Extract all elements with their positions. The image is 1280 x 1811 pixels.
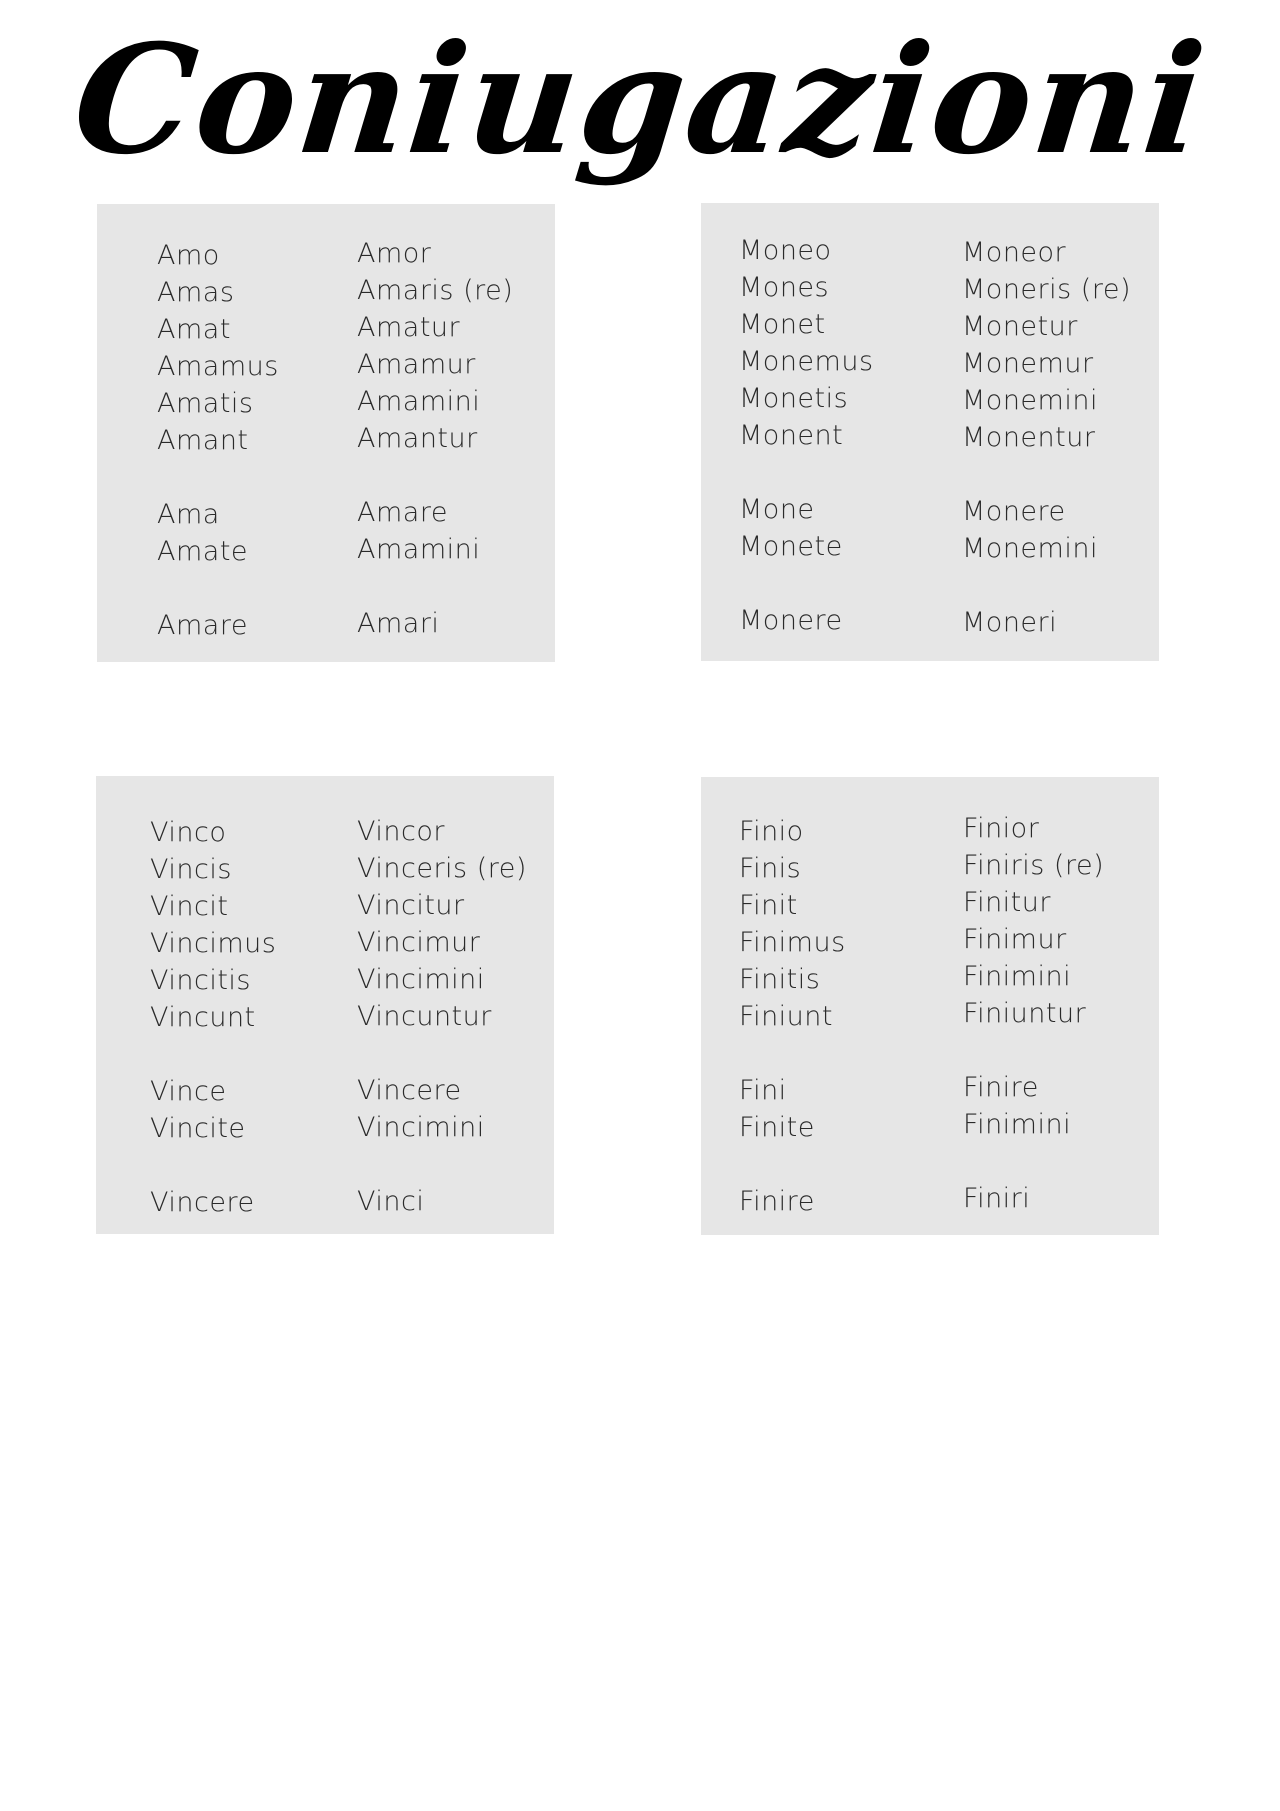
page-title: Coniugazioni: [66, 12, 1214, 188]
verb-form: Vincimus: [150, 928, 277, 959]
verb-form: Ama: [157, 499, 220, 530]
verb-form: Amamini: [357, 386, 481, 417]
verb-form: Moneo: [739, 235, 832, 266]
verb-form: Vincuntur: [357, 1001, 492, 1032]
verb-form: Monemus: [739, 346, 874, 377]
verb-form: Moneri: [962, 607, 1058, 638]
verb-form: Amatis: [157, 388, 254, 419]
verb-form: Finire: [739, 1186, 815, 1217]
verb-form: Vincere: [150, 1187, 255, 1218]
verb-form: Amare: [357, 497, 448, 528]
verb-form: Vincere: [357, 1075, 462, 1106]
conjugation-box-vinco: [96, 776, 554, 1234]
verb-form: Vincimur: [357, 927, 481, 958]
verb-form: Amare: [157, 610, 248, 641]
verb-form: Finit: [739, 890, 798, 921]
conjugation-box-finio: [701, 777, 1159, 1235]
verb-form: Amate: [157, 536, 249, 567]
verb-form: Finitur: [963, 887, 1051, 918]
verb-form: Finimini: [963, 961, 1072, 992]
verb-form: Finitis: [739, 964, 821, 995]
verb-form: Finiri: [963, 1183, 1031, 1214]
verb-form: Amari: [357, 608, 440, 639]
verb-form: Finite: [739, 1112, 815, 1143]
verb-form: Mones: [739, 272, 830, 303]
verb-form: Monetur: [962, 311, 1078, 342]
verb-form: Vincimini: [357, 1112, 485, 1143]
verb-form: Amo: [157, 240, 220, 271]
verb-form: Finior: [963, 813, 1040, 844]
verb-form: Monet: [739, 309, 826, 340]
verb-form: Fini: [739, 1075, 787, 1106]
verb-form: Finimini: [963, 1109, 1072, 1140]
verb-form: Vinceris (re): [357, 853, 527, 884]
verb-form: Monetis: [739, 383, 849, 414]
verb-form: Finimur: [963, 924, 1067, 955]
verb-form: Amant: [157, 425, 249, 456]
verb-form: Vincitis: [150, 965, 251, 996]
verb-form: Amamur: [357, 349, 476, 380]
verb-form: Monemini: [962, 533, 1098, 564]
verb-form: Finiunt: [739, 1001, 833, 1032]
verb-form: Monent: [739, 420, 844, 451]
verb-form: Monemur: [962, 348, 1094, 379]
verb-form: Moneor: [962, 237, 1067, 268]
verb-form: Amas: [157, 277, 235, 308]
verb-form: Finimus: [739, 927, 846, 958]
verb-form: Finiris (re): [963, 850, 1105, 881]
verb-form: Amor: [357, 238, 432, 269]
verb-form: Finire: [963, 1072, 1039, 1103]
verb-form: Vincimini: [357, 964, 485, 995]
verb-form: Monentur: [962, 422, 1096, 453]
verb-form: Monete: [739, 531, 843, 562]
verb-form: Monemini: [962, 385, 1098, 416]
verb-form: Amaris (re): [357, 275, 514, 306]
verb-form: Finio: [739, 816, 804, 847]
verb-form: Vincor: [357, 816, 445, 847]
verb-form: Vincit: [150, 891, 229, 922]
verb-form: Amamus: [157, 351, 279, 382]
verb-form: Finis: [739, 853, 802, 884]
verb-form: Amamini: [357, 534, 481, 565]
conjugation-box-moneo: [701, 203, 1159, 661]
verb-form: Monere: [962, 496, 1066, 527]
verb-form: Vinco: [150, 817, 227, 848]
verb-form: Moneris (re): [962, 274, 1131, 305]
verb-form: Vincunt: [150, 1002, 256, 1033]
verb-form: Amat: [157, 314, 231, 345]
verb-form: Vince: [150, 1076, 227, 1107]
verb-form: Vincite: [150, 1113, 246, 1144]
verb-form: Mone: [739, 494, 815, 525]
verb-form: Vincis: [150, 854, 232, 885]
verb-form: Finiuntur: [963, 998, 1087, 1029]
verb-form: Amantur: [357, 423, 478, 454]
conjugation-box-amo: [97, 204, 555, 662]
verb-form: Monere: [739, 605, 843, 636]
verb-form: Vincitur: [357, 890, 465, 921]
verb-form: Vinci: [357, 1186, 425, 1217]
verb-form: Amatur: [357, 312, 461, 343]
